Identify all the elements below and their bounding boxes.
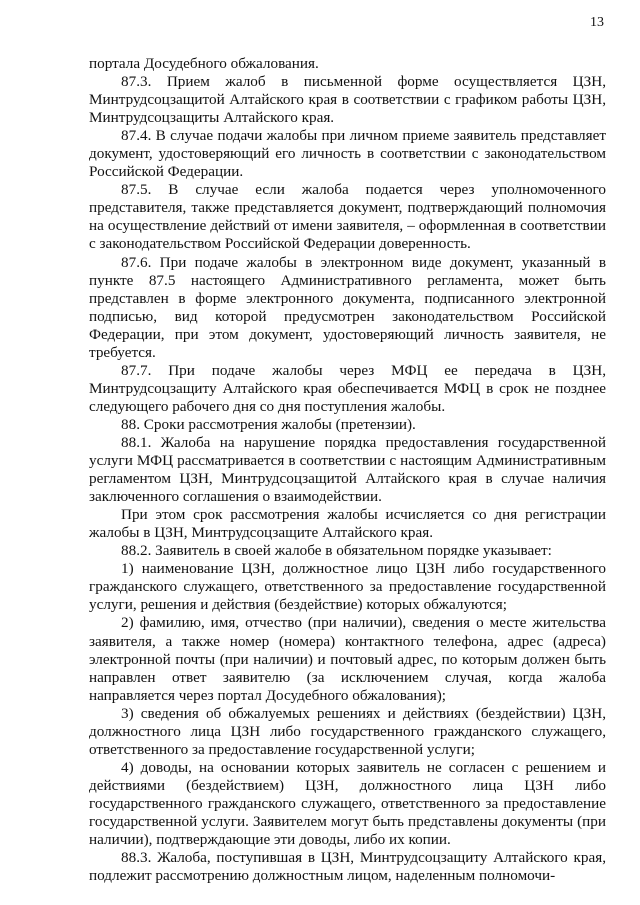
paragraph-87-3: 87.3. Прием жалоб в письменной форме осуществляется ЦЗН, Минтрудсоцзащитой Алтайского края в соответствии с графиком работы ЦЗН, Минтрудсоцзащиты Алтайского края. — [89, 73, 606, 127]
paragraph-portal-continuation: портала Досудебного обжалования. — [89, 55, 319, 72]
paragraph-88-2: 88.2. Заявитель в своей жалобе в обязательном порядке указывает: — [121, 542, 552, 560]
paragraph-87-7: 87.7. При подаче жалобы через МФЦ ее передача в ЦЗН, Минтрудсоцзащиту Алтайского края обеспечивается МФЦ в срок не позднее следующего рабочего дня со дня поступления жалобы. — [89, 361, 606, 415]
list-item-3: 3) сведения об обжалуемых решениях и действиях (бездействии) ЦЗН, должностного лица ЦЗН либо государственного гражданского служащего, ответственного за предоставление государственной услуги; — [89, 704, 606, 758]
list-item-1: 1) наименование ЦЗН, должностное лицо ЦЗН либо государственного гражданского служащего, ответственного за предоставление государственной услуги, решения и действия (бездействие) которых обжалуются; — [89, 560, 606, 614]
paragraph-88-1: 88.1. Жалоба на нарушение порядка предоставления государственной услуги МФЦ рассматривается в соответствии с настоящим Административным регламентом ЦЗН, Минтрудсоцзащитой Алтайского края в случае наличия заключенного соглашения о взаимодействии. — [89, 433, 606, 506]
page-number: 13 — [590, 15, 604, 30]
paragraph-87-4: 87.4. В случае подачи жалобы при личном приеме заявитель представляет документ, удостоверяющий его личность в соответствии с законодательством Российской Федерации. — [89, 127, 606, 181]
document-body — [89, 55, 606, 885]
section-heading-88: 88. Сроки рассмотрения жалобы (претензии). — [121, 415, 416, 433]
paragraph-87-5: 87.5. В случае если жалоба подается через уполномоченного представителя, также представляется документ, подтверждающий полномочия на осуществление действий от имени заявителя, – оформленная в соответствии с законодательством Российской Федерации доверенность. — [89, 181, 606, 253]
paragraph-87-6: 87.6. При подаче жалобы в электронном виде документ, указанный в пункте 87.5 настоящего Административного регламента, может быть представлен в форме электронного документа, подписанного электронной подписью, вид которой предусмотрен законодательством Российской Федерации, при этом документ, удостоверяющий личность заявителя, не требуется. — [89, 253, 606, 361]
paragraph-88-3: 88.3. Жалоба, поступившая в ЦЗН, Минтрудсоцзащиту Алтайского края, подлежит рассмотрению должностным лицом, наделенным полномочи- — [89, 849, 606, 885]
list-item-2: 2) фамилию, имя, отчество (при наличии), сведения о месте жительства заявителя, а также номер (номера) контактного телефона, адрес (адреса) электронной почты (при наличии) и почтовый адрес, по которым должен быть направлен ответ заявителю (за исключением случая, когда жалоба направляется через портал Досудебного обжалования); — [89, 614, 606, 704]
paragraph-88-1-term: При этом срок рассмотрения жалобы исчисляется со дня регистрации жалобы в ЦЗН, Минтрудсоцзащите Алтайского края. — [89, 506, 606, 542]
list-item-4: 4) доводы, на основании которых заявитель не согласен с решением и действиями (бездействием) ЦЗН, должностного лица ЦЗН либо государственного гражданского служащего, ответственного за предоставление государственной услуги. Заявителем могут быть представлены документы (при наличии), подтверждающие эти доводы, либо их копии. — [89, 758, 606, 849]
